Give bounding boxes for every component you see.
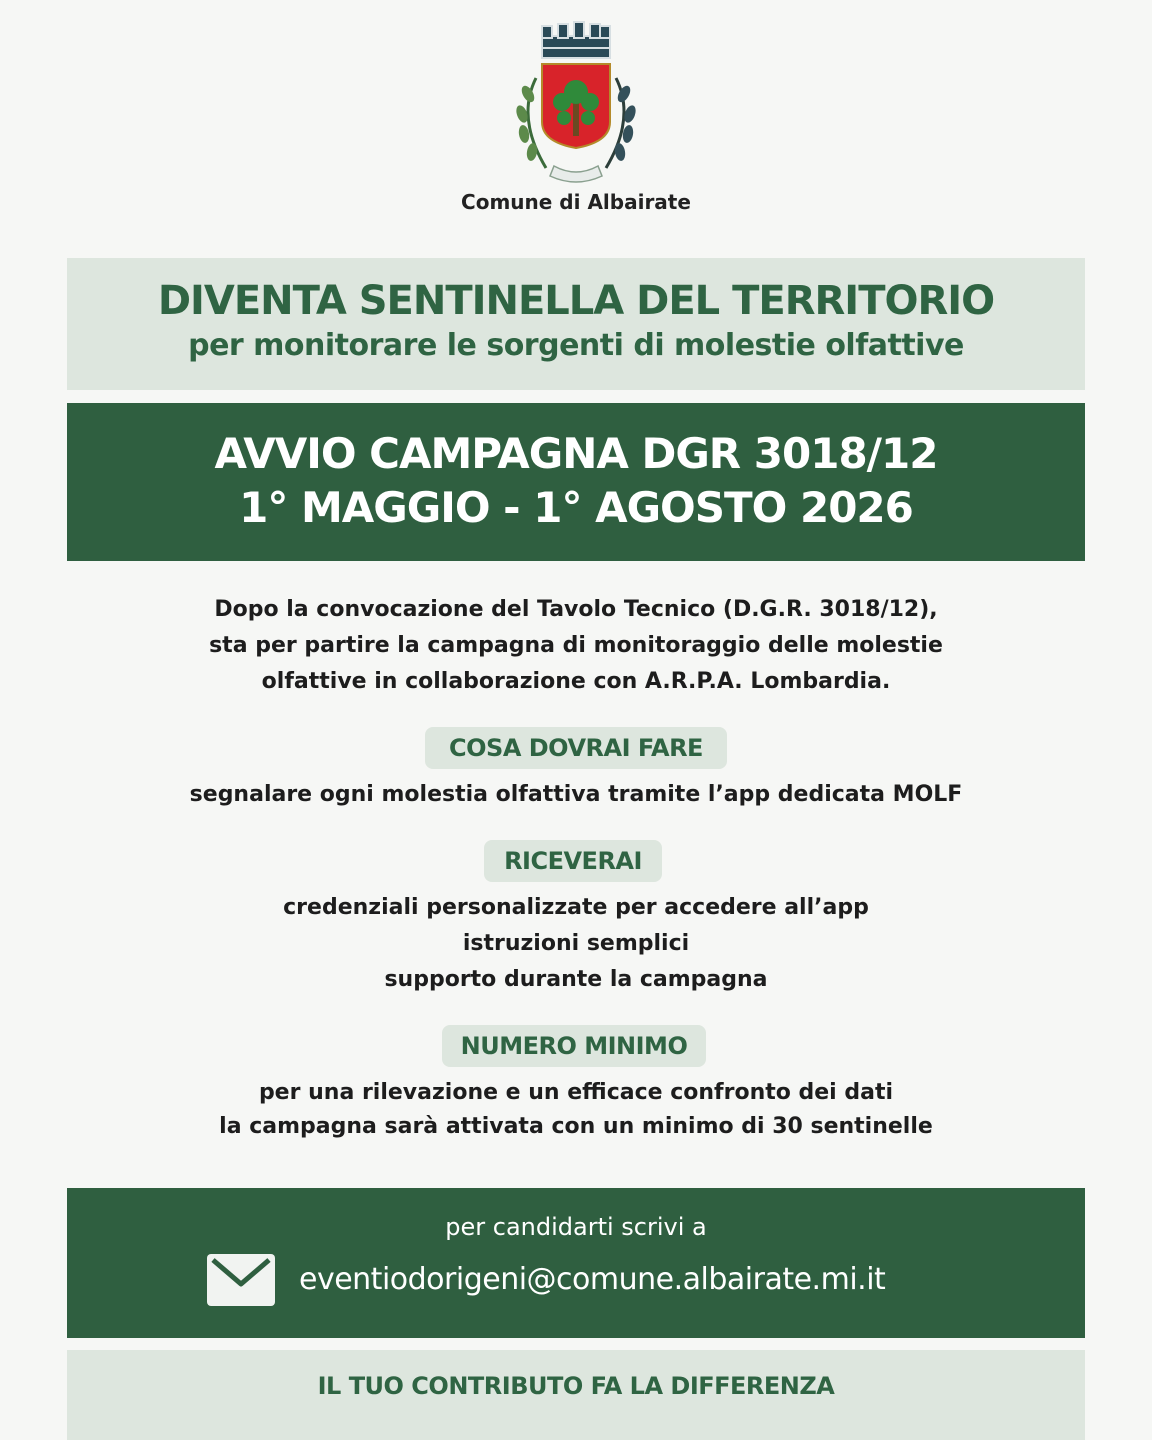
- section-text: la campagna sarà attivata con un minimo di 30 sentinelle: [219, 1114, 933, 1139]
- page-title: DIVENTA SENTINELLA DEL TERRITORIO: [157, 278, 995, 324]
- contact-label: per candidarti scrivi a: [445, 1213, 707, 1241]
- section-heading-cosa-dovrai-fare: COSA DOVRAI FARE: [425, 727, 727, 769]
- page-subtitle: per monitorare le sorgenti di molestie olfattive: [188, 328, 964, 363]
- contact-banner: [67, 1188, 1085, 1338]
- section-text: segnalare ogni molestia olfattiva tramite l’app dedicata MOLF: [189, 782, 963, 807]
- coat-of-arms-logo: [506, 18, 646, 190]
- campaign-dates: 1° MAGGIO - 1° AGOSTO 2026: [239, 483, 913, 532]
- section-text: supporto durante la campagna: [384, 967, 768, 992]
- section-text: per una rilevazione e un efficace confronto dei dati: [258, 1080, 894, 1105]
- intro-line: Dopo la convocazione del Tavolo Tecnico (D.G.R. 3018/12),: [214, 597, 938, 622]
- mail-icon: [207, 1254, 275, 1306]
- campaign-title: AVVIO CAMPAGNA DGR 3018/12: [214, 429, 938, 478]
- intro-paragraph: [0, 592, 1152, 700]
- intro-line: olfattive in collaborazione con A.R.P.A. Lombardia.: [261, 669, 891, 694]
- section-heading-numero-minimo: NUMERO MINIMO: [442, 1025, 706, 1067]
- section-heading-riceverai: RICEVERAI: [484, 840, 662, 882]
- intro-line: sta per partire la campagna di monitoraggio delle molestie: [209, 633, 943, 658]
- section-text: credenziali personalizzate per accedere all’app: [283, 895, 869, 920]
- section-text: istruzioni semplici: [462, 931, 690, 956]
- footer-slogan: IL TUO CONTRIBUTO FA LA DIFFERENZA: [67, 1350, 1085, 1440]
- contact-email-link[interactable]: eventiodorigeni@comune.albairate.mi.it: [299, 1262, 886, 1297]
- crown-icon: [542, 22, 610, 58]
- campaign-banner: [67, 403, 1085, 561]
- comune-name: Comune di Albairate: [461, 190, 691, 214]
- title-banner: [67, 258, 1085, 390]
